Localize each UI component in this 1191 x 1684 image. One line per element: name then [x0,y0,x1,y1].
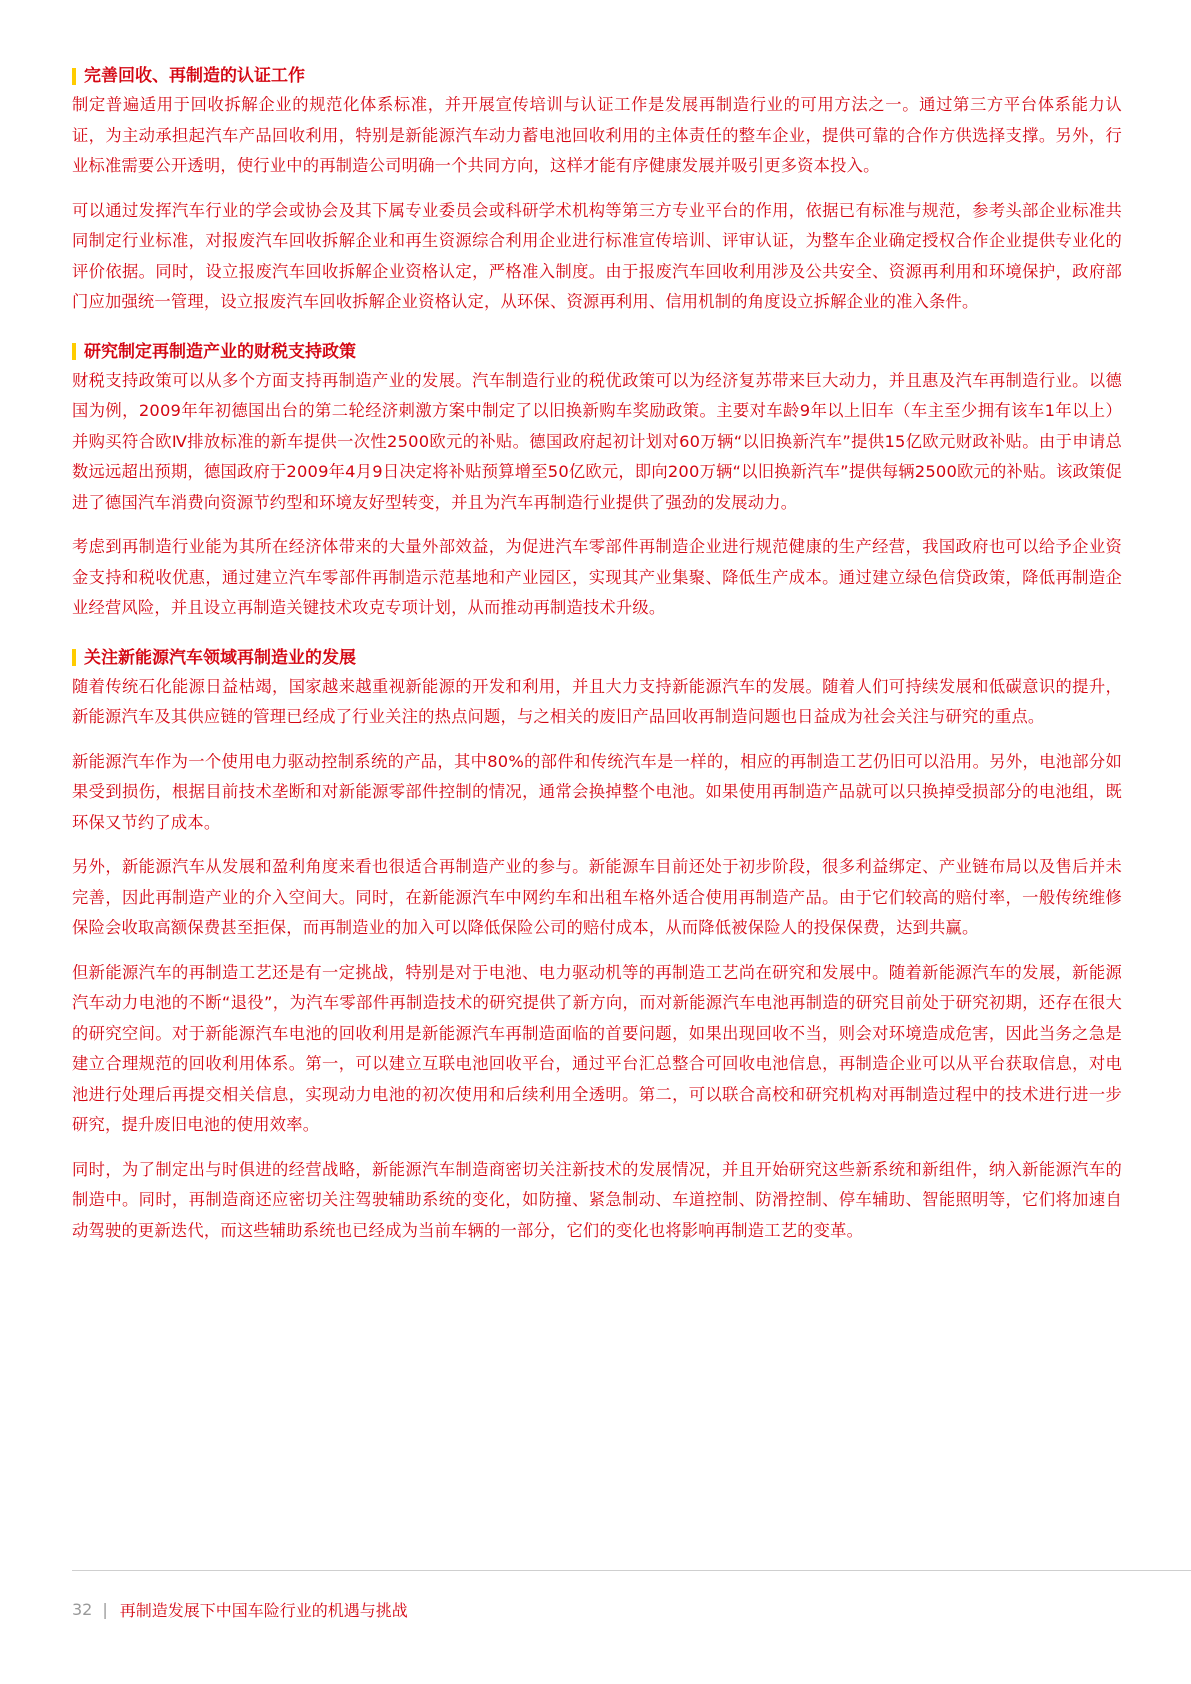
paragraph: 但新能源汽车的再制造工艺还是有一定挑战，特别是对于电池、电力驱动机等的再制造工艺尚在研究和发展中。随着新能源汽车的发展，新能源汽车动力电池的不断“退役”，为汽车零部件再制造技术的研究提供了新方向，而对新能源汽车电池再制造的研究目前处于研究初期，还存在很大的研究空间。对于新能源汽车电池的回收利用是新能源汽车再制造面临的首要问题，如果出现回收不当，则会对环境造成危害，因此当务之急是建立合理规范的回收利用体系。第一，可以建立互联电池回收平台，通过平台汇总整合可回收电池信息，再制造企业可以从平台获取信息，对电池进行处理后再提交相关信息，实现动力电池的初次使用和后续利用全透明。第二，可以联合高校和研究机构对再制造过程中的技术进行进一步研究，提升废旧电池的使用效率。 [72,962,1122,1134]
paragraph: 同时，为了制定出与时俱进的经营战略，新能源汽车制造商密切关注新技术的发展情况，并且开始研究这些新系统和新组件，纳入新能源汽车的制造中。同时，再制造商还应密切关注驾驶辅助系统的变化，如防撞、紧急制动、车道控制、防滑控制、停车辅助、智能照明等，它们将加速自动驾驶的更新迭代，而这些辅助系统也已经成为当前车辆的一部分，它们的变化也将影响再制造工艺的变革。 [72,1159,1122,1240]
paragraph: 随着传统石化能源日益枯竭，国家越来越重视新能源的开发和利用，并且大力支持新能源汽车的发展。随着人们可持续发展和低碳意识的提升，新能源汽车及其供应链的管理已经成了行业关注的热点问题，与之相关的废旧产品回收再制造问题也日益成为社会关注与研究的重点。 [72,676,1122,726]
footer-divider [72,1570,1191,1571]
section-fiscal-policy [72,340,1122,624]
section-heading-text: 关注新能源汽车领域再制造业的发展 [84,647,356,668]
footer-separator: | [102,1600,108,1619]
paragraph: 另外，新能源汽车从发展和盈利角度来看也很适合再制造产业的参与。新能源车目前还处于初步阶段，很多利益绑定、产业链布局以及售后并未完善，因此再制造产业的介入空间大。同时，在新能源汽车中网约车和出租车格外适合使用再制造产品。由于它们较高的赔付率，一般传统维修保险会收取高额保费甚至拒保，而再制造业的加入可以降低保险公司的赔付成本，从而降低被保险人的投保保费，达到共赢。 [72,857,1122,937]
section-heading-text: 完善回收、再制造的认证工作 [84,66,305,86]
page-footer [72,1598,408,1621]
paragraph: 制定普遍适用于回收拆解企业的规范化体系标准，并开展宣传培训与认证工作是发展再制造行业的可用方法之一。通过第三方平台体系能力认证，为主动承担起汽车产品回收利用，特别是新能源汽车动力蓄电池回收利用的主体责任的整车企业，提供可靠的合作方供选择支撑。另外，行业标准需要公开透明，使行业中的再制造公司明确一个共同方向，这样才能有序健康发展并吸引更多资本投入。 [72,95,1122,175]
page-content [72,64,1122,1268]
footer-title: 再制造发展下中国车险行业的机遇与挑战 [119,1601,408,1620]
section-heading [72,64,1122,88]
paragraph: 可以通过发挥汽车行业的学会或协会及其下属专业委员会或科研学术机构等第三方专业平台的作用，依据已有标准与规范，参考头部企业标准共同制定行业标准，对报废汽车回收拆解企业和再生资源综合利用企业进行标准宣传培训、评审认证，为整车企业确定授权合作企业提供专业化的评价依据。同时，设立报废汽车回收拆解企业资格认定，严格准入制度。由于报废汽车回收利用涉及公共安全、资源再利用和环境保护，政府部门应加强统一管理，设立报废汽车回收拆解企业资格认定，从环保、资源再利用、信用机制的角度设立拆解企业的准入条件。 [72,200,1122,311]
heading-accent-bar [72,343,76,360]
paragraph: 新能源汽车作为一个使用电力驱动控制系统的产品，其中80%的部件和传统汽车是一样的，相应的再制造工艺仍旧可以沿用。另外，电池部分如果受到损伤，根据目前技术垄断和对新能源零部件控制的情况，通常会换掉整个电池。如果使用再制造产品就可以只换掉受损部分的电池组，既环保又节约了成本。 [72,751,1122,832]
section-certification [72,64,1122,318]
section-new-energy [72,646,1122,1247]
heading-accent-bar [72,68,76,85]
paragraph: 考虑到再制造行业能为其所在经济体带来的大量外部效益，为促进汽车零部件再制造企业进行规范健康的生产经营，我国政府也可以给予企业资金支持和税收优惠，通过建立汽车零部件再制造示范基地和产业园区，实现其产业集聚、降低生产成本。通过建立绿色信贷政策，降低再制造企业经营风险，并且设立再制造关键技术攻克专项计划，从而推动再制造技术升级。 [72,537,1122,617]
section-heading-text: 研究制定再制造产业的财税支持政策 [84,341,356,362]
section-heading [72,340,1122,364]
section-heading [72,646,1122,670]
heading-accent-bar [72,649,76,666]
paragraph: 财税支持政策可以从多个方面支持再制造产业的发展。汽车制造行业的税优政策可以为经济复苏带来巨大动力，并且惠及汽车再制造行业。以德国为例，2009年年初德国出台的第二轮经济刺激方案中制定了以旧换新购车奖励政策。主要对车龄9年以上旧车（车主至少拥有该车1年以上）并购买符合欧Ⅳ排放标准的新车提供一次性2500欧元的补贴。德国政府起初计划对60万辆“以旧换新汽车”提供15亿欧元财政补贴。由于申请总数远远超出预期，德国政府于2009年4月9日决定将补贴预算增至50亿欧元，即向200万辆“以旧换新汽车”提供每辆2500欧元的补贴。该政策促进了德国汽车消费向资源节约型和环境友好型转变，并且为汽车再制造行业提供了强劲的发展动力。 [72,370,1122,512]
page-number: 32 [72,1600,93,1619]
